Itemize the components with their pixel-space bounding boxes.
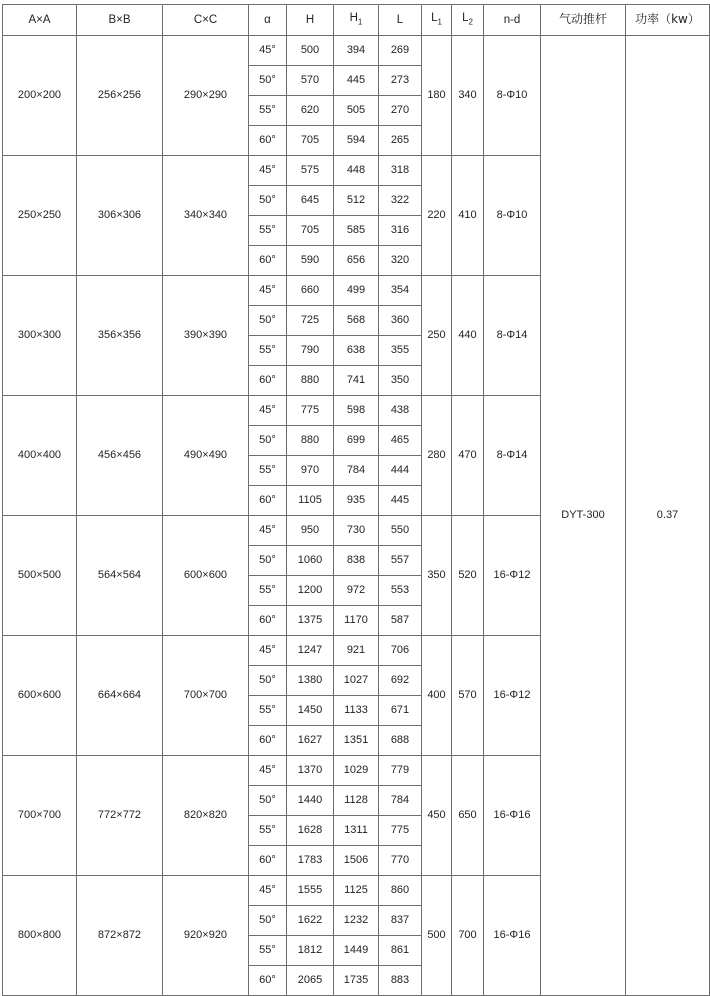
- cell-l: 355: [379, 336, 422, 366]
- cell-l: 587: [379, 606, 422, 636]
- cell-l2: 700: [452, 876, 484, 996]
- table-header-row: [3, 5, 710, 36]
- cell-h1: 512: [334, 186, 379, 216]
- cell-h1: 598: [334, 396, 379, 426]
- cell-l: 860: [379, 876, 422, 906]
- header-b: [77, 5, 163, 36]
- cell-alpha: 60°: [249, 606, 287, 636]
- cell-l1: 500: [422, 876, 452, 996]
- cell-h1: 935: [334, 486, 379, 516]
- cell-h1: 784: [334, 456, 379, 486]
- cell-h1: 505: [334, 96, 379, 126]
- cell-l: 550: [379, 516, 422, 546]
- cell-h: 660: [287, 276, 334, 306]
- cell-h: 775: [287, 396, 334, 426]
- table-body: [3, 36, 710, 996]
- header-l2: [452, 5, 484, 36]
- cell-alpha: 45°: [249, 876, 287, 906]
- cell-c: 920×920: [163, 876, 249, 996]
- cell-a: 500×500: [3, 516, 77, 636]
- cell-h1: 1128: [334, 786, 379, 816]
- cell-l1: 180: [422, 36, 452, 156]
- header-c-label: C×C: [193, 13, 218, 26]
- cell-h: 1105: [287, 486, 334, 516]
- cell-alpha: 60°: [249, 966, 287, 996]
- cell-h: 1812: [287, 936, 334, 966]
- cell-l: 318: [379, 156, 422, 186]
- cell-a: 300×300: [3, 276, 77, 396]
- cell-b: 564×564: [77, 516, 163, 636]
- cell-h: 1627: [287, 726, 334, 756]
- cell-h1: 638: [334, 336, 379, 366]
- cell-alpha: 45°: [249, 636, 287, 666]
- cell-l1: 450: [422, 756, 452, 876]
- cell-alpha: 60°: [249, 126, 287, 156]
- cell-nd: 16-Φ12: [484, 516, 541, 636]
- cell-h: 1200: [287, 576, 334, 606]
- cell-h: 790: [287, 336, 334, 366]
- header-a-label: A×A: [28, 13, 51, 26]
- cell-c: 290×290: [163, 36, 249, 156]
- cell-h1: 741: [334, 366, 379, 396]
- cell-h1: 594: [334, 126, 379, 156]
- cell-h: 970: [287, 456, 334, 486]
- cell-h1: 1506: [334, 846, 379, 876]
- cell-h: 2065: [287, 966, 334, 996]
- cell-l: 316: [379, 216, 422, 246]
- cell-nd: 16-Φ12: [484, 636, 541, 756]
- cell-l: 322: [379, 186, 422, 216]
- cell-alpha: 55°: [249, 216, 287, 246]
- cell-alpha: 50°: [249, 186, 287, 216]
- cell-alpha: 45°: [249, 36, 287, 66]
- header-h-label: H: [305, 13, 315, 26]
- header-h: [287, 5, 334, 36]
- cell-h: 575: [287, 156, 334, 186]
- cell-l: 770: [379, 846, 422, 876]
- cell-push-rod: DYT-300: [541, 36, 626, 996]
- cell-h: 1783: [287, 846, 334, 876]
- cell-l: 706: [379, 636, 422, 666]
- cell-alpha: 60°: [249, 246, 287, 276]
- cell-h1: 445: [334, 66, 379, 96]
- cell-a: 200×200: [3, 36, 77, 156]
- header-l2-subscript: 2: [468, 17, 473, 27]
- cell-h1: 394: [334, 36, 379, 66]
- table-header: [3, 5, 710, 36]
- cell-h: 1555: [287, 876, 334, 906]
- cell-h: 645: [287, 186, 334, 216]
- header-power: [626, 5, 710, 36]
- cell-alpha: 50°: [249, 66, 287, 96]
- cell-l2: 520: [452, 516, 484, 636]
- cell-h1: 921: [334, 636, 379, 666]
- cell-h: 705: [287, 216, 334, 246]
- cell-l2: 410: [452, 156, 484, 276]
- cell-l2: 570: [452, 636, 484, 756]
- cell-b: 306×306: [77, 156, 163, 276]
- cell-alpha: 55°: [249, 336, 287, 366]
- cell-h: 1375: [287, 606, 334, 636]
- cell-l: 354: [379, 276, 422, 306]
- cell-l2: 440: [452, 276, 484, 396]
- cell-alpha: 60°: [249, 726, 287, 756]
- cell-b: 664×664: [77, 636, 163, 756]
- cell-h1: 838: [334, 546, 379, 576]
- cell-h1: 568: [334, 306, 379, 336]
- header-l-label: L: [396, 13, 404, 26]
- cell-h: 1370: [287, 756, 334, 786]
- cell-l: 688: [379, 726, 422, 756]
- cell-b: 872×872: [77, 876, 163, 996]
- header-power-label: 功率（kw）: [635, 12, 700, 27]
- cell-h: 1247: [287, 636, 334, 666]
- cell-c: 820×820: [163, 756, 249, 876]
- cell-l: 444: [379, 456, 422, 486]
- cell-l: 465: [379, 426, 422, 456]
- cell-h: 725: [287, 306, 334, 336]
- cell-alpha: 50°: [249, 546, 287, 576]
- cell-alpha: 45°: [249, 156, 287, 186]
- cell-h1: 499: [334, 276, 379, 306]
- cell-l1: 350: [422, 516, 452, 636]
- cell-l: 692: [379, 666, 422, 696]
- cell-h1: 448: [334, 156, 379, 186]
- cell-h: 1380: [287, 666, 334, 696]
- header-c: [163, 5, 249, 36]
- cell-h1: 1735: [334, 966, 379, 996]
- cell-h1: 972: [334, 576, 379, 606]
- cell-alpha: 50°: [249, 306, 287, 336]
- cell-nd: 8-Φ10: [484, 36, 541, 156]
- cell-alpha: 45°: [249, 516, 287, 546]
- cell-h1: 1232: [334, 906, 379, 936]
- header-nd: [484, 5, 541, 36]
- header-h1-subscript: 1: [357, 17, 363, 27]
- cell-l1: 280: [422, 396, 452, 516]
- cell-h1: 1351: [334, 726, 379, 756]
- cell-alpha: 50°: [249, 906, 287, 936]
- cell-h: 950: [287, 516, 334, 546]
- cell-l2: 470: [452, 396, 484, 516]
- cell-h: 570: [287, 66, 334, 96]
- cell-c: 600×600: [163, 516, 249, 636]
- cell-h1: 1311: [334, 816, 379, 846]
- cell-b: 256×256: [77, 36, 163, 156]
- cell-l: 883: [379, 966, 422, 996]
- cell-h: 1440: [287, 786, 334, 816]
- header-l2-label: L: [462, 12, 469, 25]
- cell-h1: 1170: [334, 606, 379, 636]
- cell-h: 1060: [287, 546, 334, 576]
- cell-l1: 250: [422, 276, 452, 396]
- cell-l: 270: [379, 96, 422, 126]
- cell-l: 350: [379, 366, 422, 396]
- cell-alpha: 45°: [249, 756, 287, 786]
- cell-l1: 220: [422, 156, 452, 276]
- cell-alpha: 55°: [249, 816, 287, 846]
- cell-h1: 585: [334, 216, 379, 246]
- header-b-label: B×B: [108, 13, 131, 26]
- header-alpha-label: α: [264, 13, 271, 26]
- cell-nd: 8-Φ14: [484, 276, 541, 396]
- cell-h1: 1449: [334, 936, 379, 966]
- cell-alpha: 45°: [249, 396, 287, 426]
- cell-c: 340×340: [163, 156, 249, 276]
- cell-a: 700×700: [3, 756, 77, 876]
- cell-h1: 1027: [334, 666, 379, 696]
- header-push-rod: [541, 5, 626, 36]
- cell-l: 784: [379, 786, 422, 816]
- cell-h1: 1125: [334, 876, 379, 906]
- cell-power: 0.37: [626, 36, 710, 996]
- specification-table: [2, 4, 710, 996]
- cell-alpha: 60°: [249, 846, 287, 876]
- cell-a: 800×800: [3, 876, 77, 996]
- cell-alpha: 60°: [249, 366, 287, 396]
- cell-alpha: 50°: [249, 426, 287, 456]
- header-alpha: [249, 5, 287, 36]
- cell-h: 1622: [287, 906, 334, 936]
- cell-alpha: 55°: [249, 696, 287, 726]
- cell-h1: 656: [334, 246, 379, 276]
- cell-nd: 8-Φ10: [484, 156, 541, 276]
- cell-b: 356×356: [77, 276, 163, 396]
- cell-l: 445: [379, 486, 422, 516]
- header-l1: [422, 5, 452, 36]
- cell-a: 400×400: [3, 396, 77, 516]
- cell-h: 1450: [287, 696, 334, 726]
- cell-h: 880: [287, 366, 334, 396]
- cell-alpha: 50°: [249, 786, 287, 816]
- cell-l: 438: [379, 396, 422, 426]
- cell-l2: 650: [452, 756, 484, 876]
- cell-l: 775: [379, 816, 422, 846]
- header-h1: [334, 5, 379, 36]
- header-nd-label: n-d: [503, 13, 521, 26]
- cell-b: 772×772: [77, 756, 163, 876]
- cell-l2: 340: [452, 36, 484, 156]
- cell-h1: 699: [334, 426, 379, 456]
- cell-c: 700×700: [163, 636, 249, 756]
- cell-l1: 400: [422, 636, 452, 756]
- cell-l: 671: [379, 696, 422, 726]
- cell-h: 620: [287, 96, 334, 126]
- header-l1-label: L: [431, 12, 438, 25]
- cell-l: 320: [379, 246, 422, 276]
- cell-l: 779: [379, 756, 422, 786]
- cell-h: 590: [287, 246, 334, 276]
- table-row: [3, 36, 710, 66]
- cell-nd: 16-Φ16: [484, 756, 541, 876]
- cell-alpha: 50°: [249, 666, 287, 696]
- cell-h1: 1029: [334, 756, 379, 786]
- cell-a: 600×600: [3, 636, 77, 756]
- cell-h: 500: [287, 36, 334, 66]
- cell-b: 456×456: [77, 396, 163, 516]
- cell-c: 390×390: [163, 276, 249, 396]
- cell-alpha: 60°: [249, 486, 287, 516]
- cell-l: 553: [379, 576, 422, 606]
- cell-h: 705: [287, 126, 334, 156]
- header-h1-label: H: [349, 12, 358, 25]
- cell-l: 265: [379, 126, 422, 156]
- header-l1-subscript: 1: [437, 17, 442, 27]
- cell-l: 269: [379, 36, 422, 66]
- cell-h: 1628: [287, 816, 334, 846]
- cell-nd: 16-Φ16: [484, 876, 541, 996]
- cell-h1: 1133: [334, 696, 379, 726]
- cell-a: 250×250: [3, 156, 77, 276]
- cell-alpha: 55°: [249, 936, 287, 966]
- cell-h1: 730: [334, 516, 379, 546]
- cell-c: 490×490: [163, 396, 249, 516]
- cell-l: 360: [379, 306, 422, 336]
- header-l: [379, 5, 422, 36]
- cell-alpha: 55°: [249, 96, 287, 126]
- cell-alpha: 55°: [249, 456, 287, 486]
- cell-l: 273: [379, 66, 422, 96]
- cell-l: 837: [379, 906, 422, 936]
- header-a: [3, 5, 77, 36]
- cell-h: 880: [287, 426, 334, 456]
- cell-nd: 8-Φ14: [484, 396, 541, 516]
- cell-alpha: 55°: [249, 576, 287, 606]
- cell-alpha: 45°: [249, 276, 287, 306]
- cell-l: 861: [379, 936, 422, 966]
- cell-l: 557: [379, 546, 422, 576]
- header-push-rod-label: 气动推杆: [558, 12, 607, 27]
